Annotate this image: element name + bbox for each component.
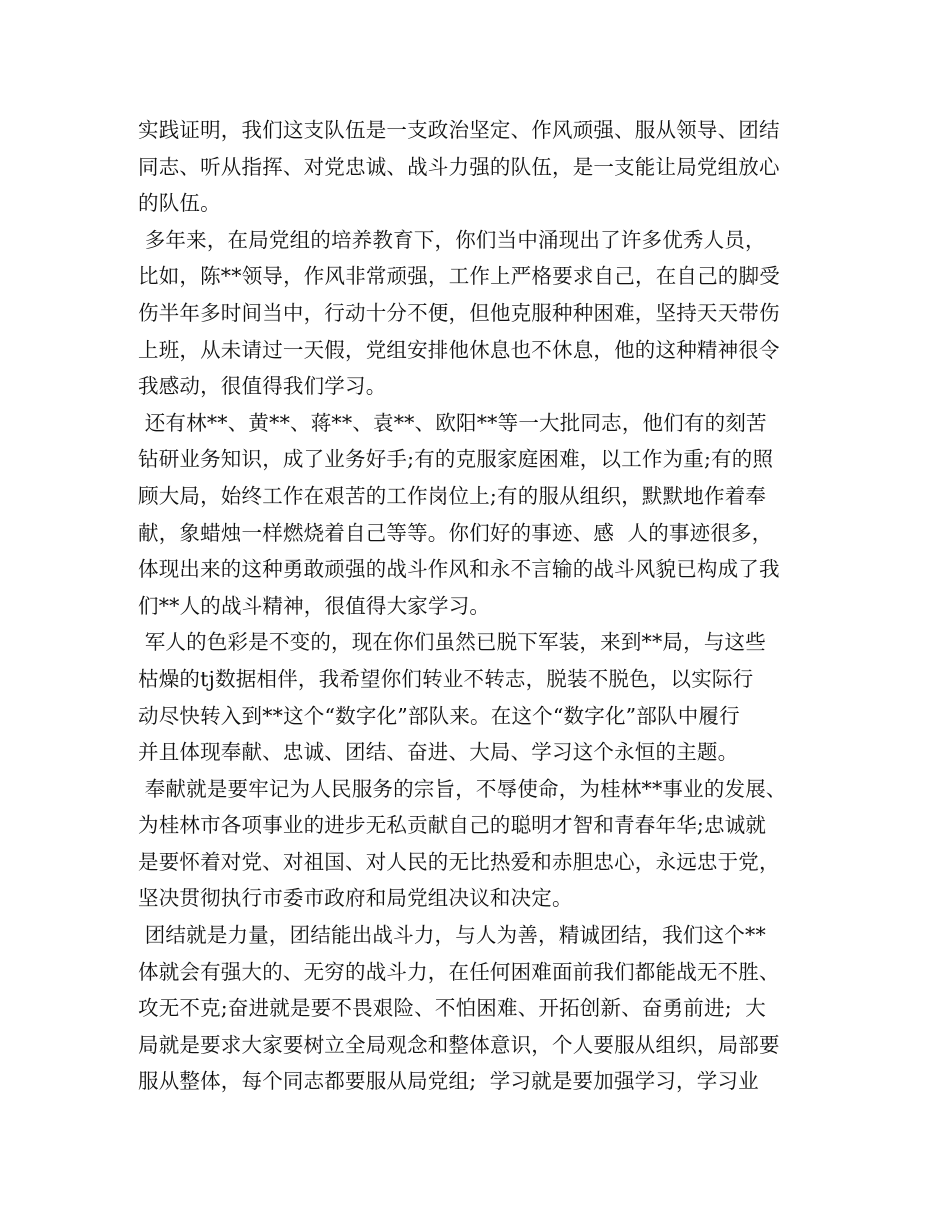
text-line-23: 团结就是力量，团结能出战斗力，与人为善，精诚团结，我们这个** xyxy=(138,923,766,948)
text-line-10: 钻研业务知识，成了业务好手;有的克服家庭困难，以工作为重;有的照 xyxy=(138,447,774,472)
text-line-17: 动尽快转入到**这个“数字化”部队来。在这个“数字化”部队中履行 xyxy=(138,703,740,728)
text-line-3: 的队伍。 xyxy=(138,191,221,216)
text-line-2: 同志、听从指挥、对党忠诚、战斗力强的队伍，是一支能让局党组放心 xyxy=(138,154,780,179)
text-line-19: 奉献就是要牢记为人民服务的宗旨，不辱使命，为桂林**事业的发展、 xyxy=(138,776,787,801)
text-line-18: 并且体现奉献、忠诚、团结、奋进、大局、学习这个永恒的主题。 xyxy=(138,740,739,765)
text-line-9: 还有林**、黄**、蒋**、袁**、欧阳**等一大批同志，他们有的刻苦 xyxy=(138,410,767,435)
text-line-16: 枯燥的tj数据相伴，我希望你们转业不转志，脱装不脱色，以实际行 xyxy=(138,666,754,691)
text-line-24: 体就会有强大的、无穷的战斗力，在任何困难面前我们都能战无不胜、 xyxy=(138,959,780,984)
text-line-15: 军人的色彩是不变的，现在你们虽然已脱下军装，来到**局，与这些 xyxy=(138,630,766,655)
text-line-5: 比如，陈**领导，作风非常顽强，工作上严格要求自己，在自己的脚受 xyxy=(138,264,780,289)
text-line-14: 们**人的战斗精神，很值得大家学习。 xyxy=(138,593,491,618)
document-body-text xyxy=(138,112,838,1100)
text-line-25: 攻无不克;奋进就是要不畏艰险、不怕困难、开拓创新、奋勇前进; 大 xyxy=(138,996,766,1021)
text-line-26: 局就是要求大家要树立全局观念和整体意识，个人要服从组织，局部要 xyxy=(138,1032,780,1057)
text-line-20: 为桂林市各项事业的进步无私贡献自己的聪明才智和青春年华;忠诚就 xyxy=(138,813,767,838)
text-line-11: 顾大局，始终工作在艰苦的工作岗位上;有的服从组织，默默地作着奉 xyxy=(138,483,767,508)
text-line-21: 是要怀着对党、对祖国、对人民的无比热爱和赤胆忠心，永远忠于党， xyxy=(138,849,780,874)
text-line-8: 我感动，很值得我们学习。 xyxy=(138,374,387,399)
text-line-12: 献，象蜡烛一样燃烧着自己等等。你们好的事迹、感 人的事迹很多， xyxy=(138,520,773,545)
text-line-4: 多年来，在局党组的培养教育下，你们当中涌现出了许多优秀人员， xyxy=(138,227,766,252)
text-line-13: 体现出来的这种勇敢顽强的战斗作风和永不言输的战斗风貌已构成了我 xyxy=(138,557,780,582)
text-line-27: 服从整体，每个同志都要服从局党组; 学习就是要加强学习，学习业 xyxy=(138,1069,759,1094)
text-line-6: 伤半年多时间当中，行动十分不便，但他克服种种困难，坚持天天带伤 xyxy=(138,300,780,325)
text-line-1: 实践证明，我们这支队伍是一支政治坚定、作风顽强、服从领导、团结 xyxy=(138,118,780,142)
text-line-7: 上班，从未请过一天假，党组安排他休息也不休息，他的这种精神很令 xyxy=(138,337,780,362)
text-line-22: 坚决贯彻执行市委市政府和局党组决议和决定。 xyxy=(138,886,573,911)
